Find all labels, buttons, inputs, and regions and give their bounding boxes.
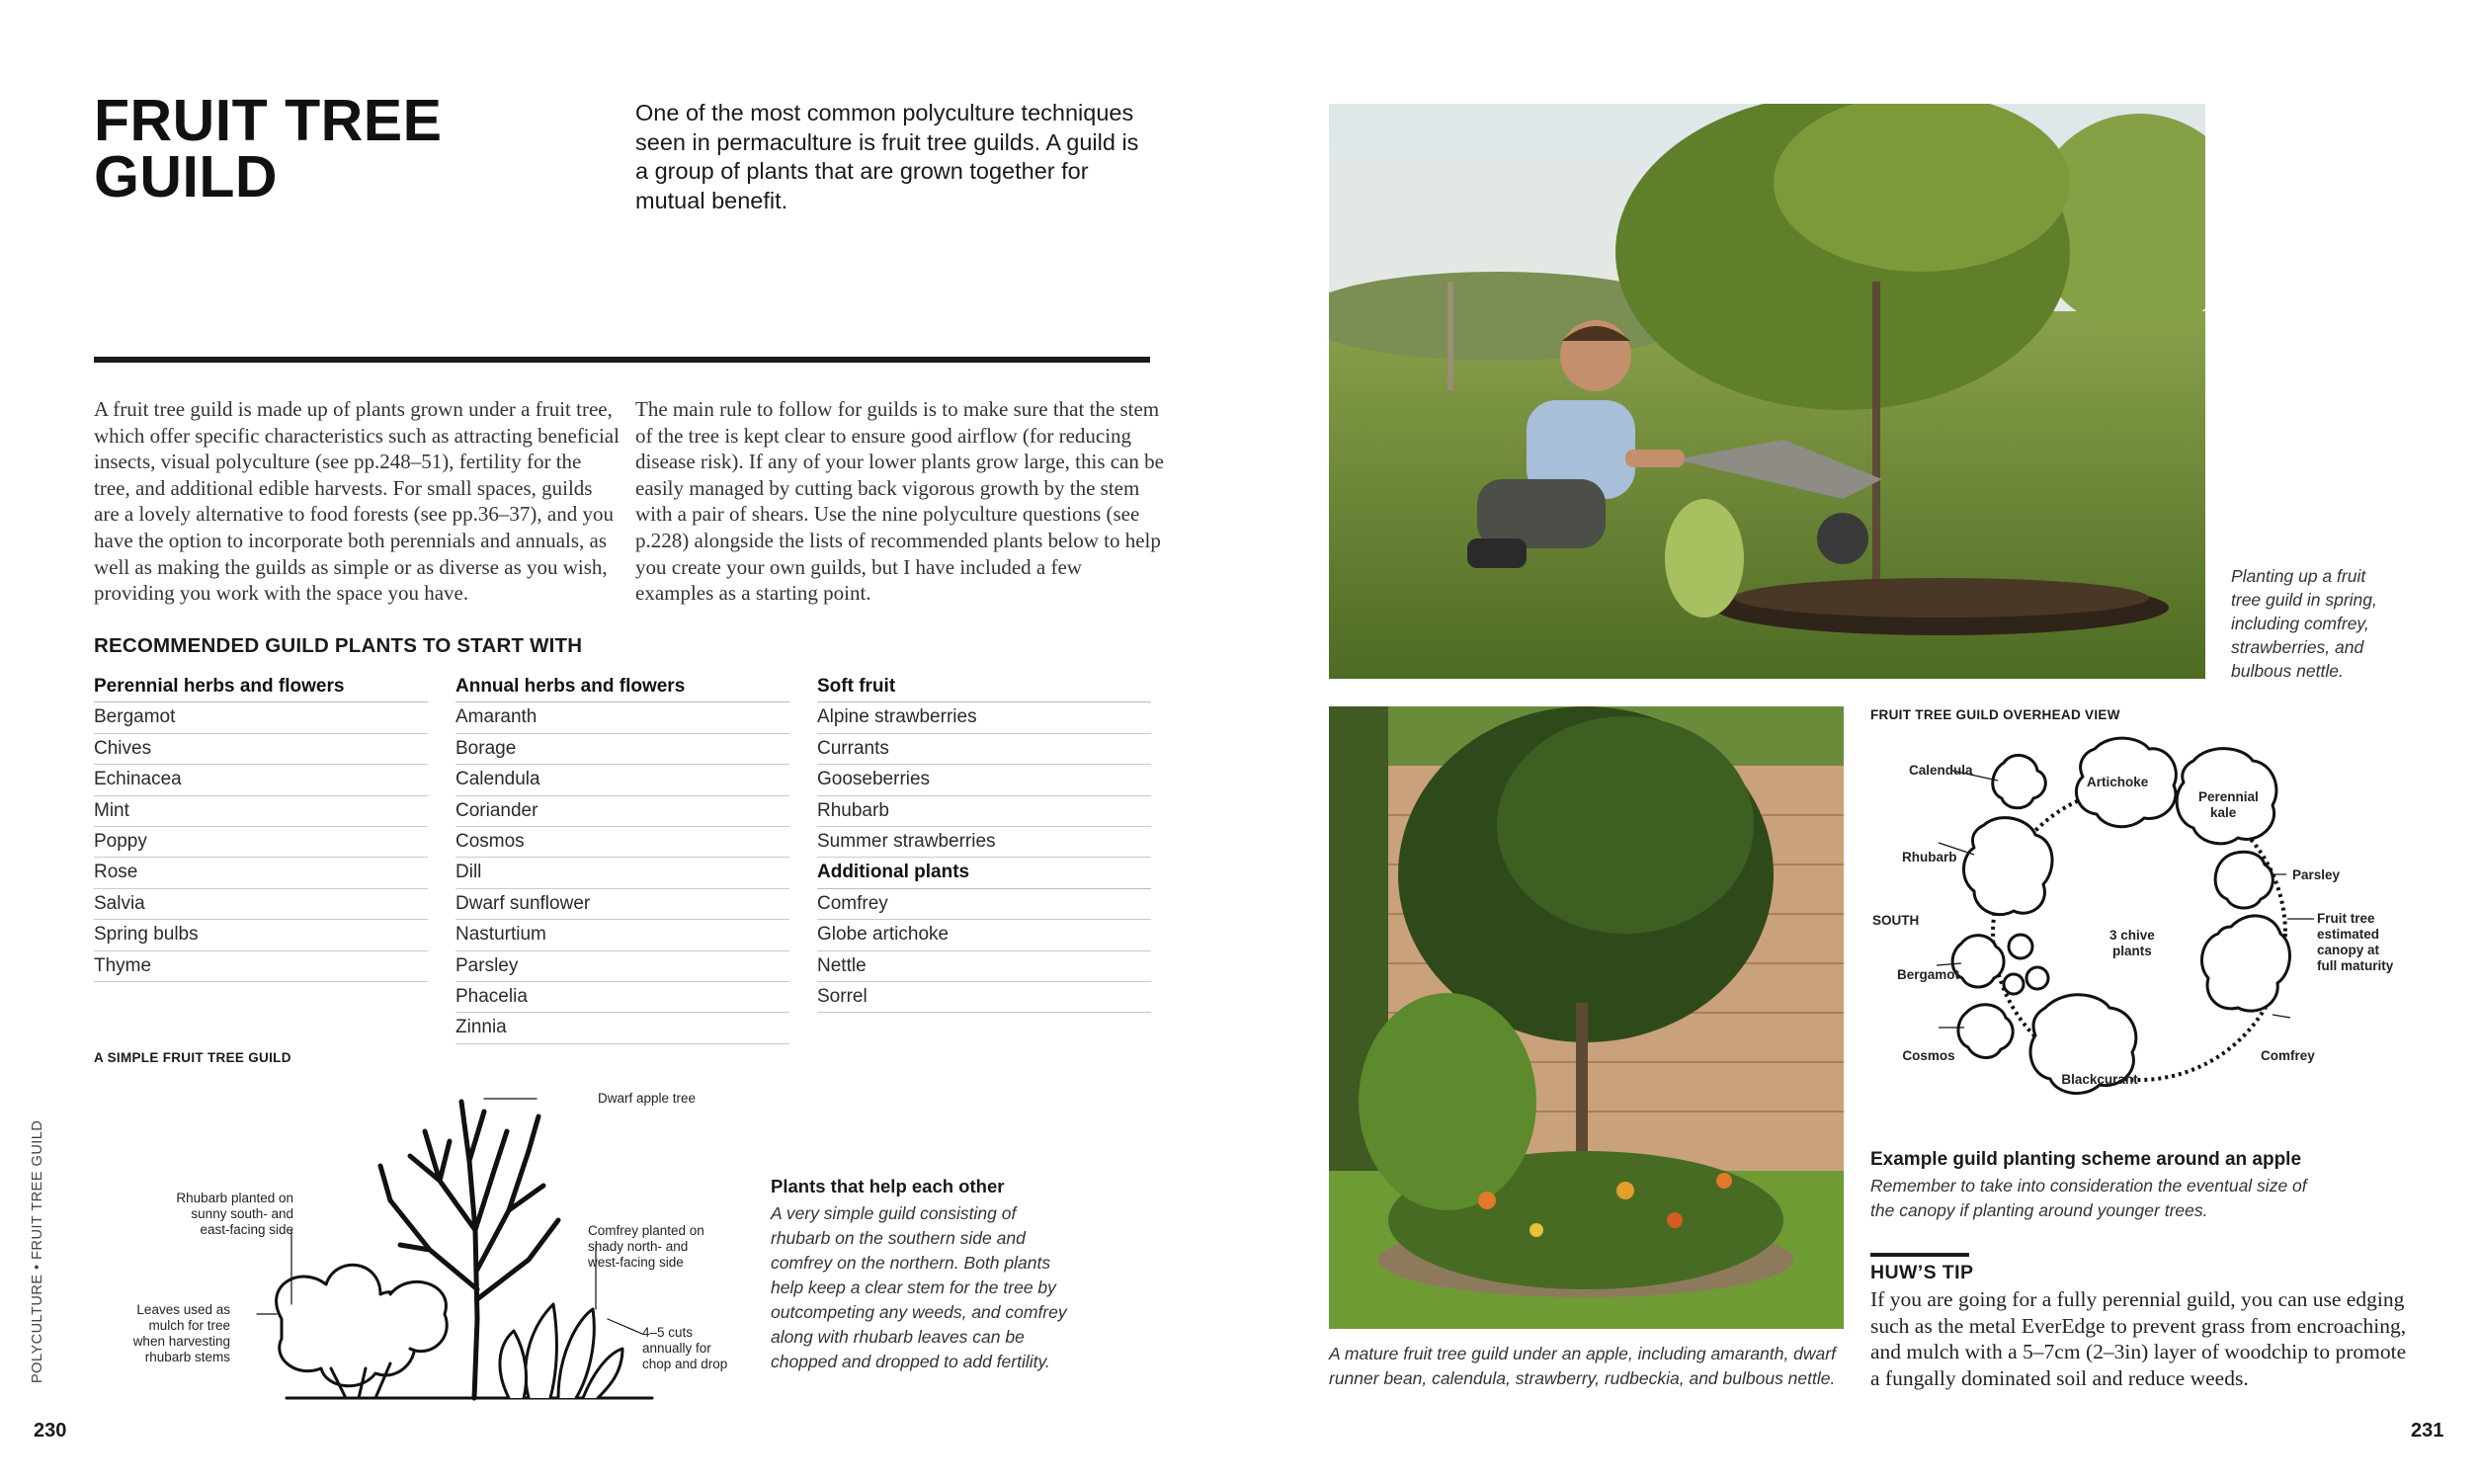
list-item: Currants xyxy=(817,734,1151,765)
recommended-heading: RECOMMENDED GUILD PLANTS TO START WITH xyxy=(94,634,583,657)
label-rhubarb-2: sunny south- and xyxy=(191,1206,293,1221)
tip-heading: HUW’S TIP xyxy=(1870,1262,1974,1283)
perennial-list xyxy=(94,672,428,982)
leader-cuts xyxy=(608,1319,642,1334)
list-header: Annual herbs and flowers xyxy=(455,672,789,702)
body-column-2: The main rule to follow for guilds is to make sure that the stem of the tree is kept clear to ensure good airflow (for reducing disease risk). If any of your lower plants grow large, this can be easily managed by cutting back vigorous growth by the stem with a pair of shears. Use the nine polyculture questions (see p.228) alongside the lists of recommended plants below to help you create your own guilds, but I have included a few examples as a starting point. xyxy=(635,397,1164,606)
label-bergamot: Bergamot xyxy=(1897,967,1960,982)
tip-text: If you are going for a fully perennial guild, you can use edging such as the metal EverEdge to prevent grass from encroaching, and mulch with a 5–7cm (2–3in) layer of woodchip to promote a fungally dominated soil and reduce weeds. xyxy=(1870,1287,2407,1390)
chive-plant xyxy=(2026,967,2048,989)
list-item: Nettle xyxy=(817,951,1151,982)
label-calendula: Calendula xyxy=(1909,763,1973,778)
label-rhubarb-3: east-facing side xyxy=(200,1222,293,1237)
list-item: Zinnia xyxy=(455,1013,789,1043)
title-line-1: FRUIT TREE xyxy=(94,88,443,153)
list-item: Rhubarb xyxy=(817,796,1151,827)
list-item: Dill xyxy=(455,858,789,888)
label-comfrey-1: Comfrey planted on xyxy=(588,1223,704,1238)
chive-plant xyxy=(2009,935,2032,958)
page-number-right: 231 xyxy=(2411,1420,2444,1442)
simple-guild-caption-text: A very simple guild consisting of rhubarb on the southern side and comfrey on the northern. Both plants help keep a clear stem for the tree by outcompeting any weeds, and comfrey along with rhubarb leaves can be chopped and dropped to add fertility. xyxy=(771,1203,1067,1371)
label-leaves-3: when harvesting xyxy=(132,1334,230,1349)
list-item: Amaranth xyxy=(455,702,789,733)
label-cuts-2: annually for xyxy=(642,1341,711,1356)
list-item: Summer strawberries xyxy=(817,827,1151,858)
list-item: Nasturtium xyxy=(455,920,789,950)
photo1-caption: Planting up a fruit tree guild in spring, including comfrey, strawberries, and bulbous nettle. xyxy=(2231,566,2377,681)
page-title xyxy=(94,88,608,209)
page-number-left: 230 xyxy=(34,1420,67,1442)
list-item: Cosmos xyxy=(455,827,789,858)
title-line-2: GUILD xyxy=(94,144,279,209)
list-item: Thyme xyxy=(94,951,428,982)
label-cuts-3: chop and drop xyxy=(642,1357,728,1371)
label-dwarf-apple: Dwarf apple tree xyxy=(598,1091,697,1106)
label-comfrey-3: west-facing side xyxy=(588,1255,684,1270)
label-cuts-1: 4–5 cuts xyxy=(642,1325,694,1340)
label-rhubarb: Rhubarb xyxy=(1902,850,1957,865)
label-kale-2: kale xyxy=(2210,805,2237,820)
simple-guild-diagram xyxy=(94,1072,766,1408)
list-item: Phacelia xyxy=(455,982,789,1013)
section-side-label: POLYCULTURE • FRUIT TREE GUILD xyxy=(30,1119,45,1383)
rhubarb-plant xyxy=(1963,818,2052,915)
list-item: Borage xyxy=(455,734,789,765)
label-artichoke: Artichoke xyxy=(2087,775,2149,789)
list-item: Echinacea xyxy=(94,765,428,795)
label-rhubarb-1: Rhubarb planted on xyxy=(176,1191,293,1205)
label-comfrey: Comfrey xyxy=(2261,1048,2315,1063)
list-header: Perennial herbs and flowers xyxy=(94,672,428,702)
list-item: Salvia xyxy=(94,889,428,920)
title-divider xyxy=(94,357,1150,363)
bergamot-plant xyxy=(1952,936,2004,987)
list-item: Poppy xyxy=(94,827,428,858)
list-item: Globe artichoke xyxy=(817,920,1151,950)
overhead-caption-text: Remember to take into consideration the eventual size of the canopy if planting around younger trees. xyxy=(1870,1176,2307,1220)
list-item: Rose xyxy=(94,858,428,888)
label-south: SOUTH xyxy=(1872,913,1920,928)
parsley-plant xyxy=(2215,852,2273,908)
chive-plant xyxy=(2004,974,2024,994)
calendula-plant xyxy=(1993,755,2046,807)
label-parsley: Parsley xyxy=(2292,867,2341,882)
label-canopy-2: estimated xyxy=(2317,927,2380,942)
list-item: Calendula xyxy=(455,765,789,795)
photo2-caption: A mature fruit tree guild under an apple, including amaranth, dwarf runner bean, calendula, strawberry, rudbeckia, and bulbous nettle. xyxy=(1329,1344,1836,1388)
list-item: Chives xyxy=(94,734,428,765)
label-kale-1: Perennial xyxy=(2198,789,2259,804)
label-comfrey-2: shady north- and xyxy=(588,1239,689,1254)
photo-mature-guild xyxy=(1329,706,1844,1329)
comfrey-plant xyxy=(2201,916,2289,1011)
overhead-view-label: FRUIT TREE GUILD OVERHEAD VIEW xyxy=(1870,707,2120,722)
label-chive-1: 3 chive xyxy=(2109,928,2155,943)
intro-text: One of the most common polyculture techniques seen in permaculture is fruit tree guilds. A guild is a group of plants that are grown together for mutual benefit. xyxy=(635,100,1139,213)
list-item: Dwarf sunflower xyxy=(455,889,789,920)
list-item: Alpine strawberries xyxy=(817,702,1151,733)
label-leaves-1: Leaves used as xyxy=(136,1302,230,1317)
label-chive-2: plants xyxy=(2112,944,2152,958)
list-header: Soft fruit xyxy=(817,672,1151,702)
list-item: Coriander xyxy=(455,796,789,827)
simple-guild-label: A SIMPLE FRUIT TREE GUILD xyxy=(94,1050,291,1065)
label-leaves-2: mulch for tree xyxy=(148,1318,230,1333)
label-canopy-3: canopy at xyxy=(2317,943,2380,957)
label-canopy-1: Fruit tree xyxy=(2317,911,2375,926)
list-item: Spring bulbs xyxy=(94,920,428,950)
list-item: Gooseberries xyxy=(817,765,1151,795)
annual-list xyxy=(455,672,789,1044)
simple-guild-caption-heading: Plants that help each other xyxy=(771,1176,1005,1196)
list-item: Parsley xyxy=(455,951,789,982)
list-item: Comfrey xyxy=(817,889,1151,920)
label-cosmos: Cosmos xyxy=(1902,1048,1955,1063)
label-blackcurant: Blackcurant xyxy=(2061,1072,2138,1087)
cosmos-plant xyxy=(1958,1005,2013,1058)
list-item: Mint xyxy=(94,796,428,827)
list-item: Sorrel xyxy=(817,982,1151,1013)
photo-planting-guild xyxy=(1329,104,2205,679)
overhead-caption-heading: Example guild planting scheme around an apple xyxy=(1870,1149,2302,1170)
label-leaves-4: rhubarb stems xyxy=(144,1350,230,1364)
overhead-guild-diagram xyxy=(1867,731,2421,1136)
rhubarb-illustration xyxy=(277,1265,448,1398)
tip-divider xyxy=(1870,1253,1969,1257)
body-column-1: A fruit tree guild is made up of plants grown under a fruit tree, which offer specific characteristics such as attracting beneficial insects, visual polyculture (see pp.248–51), fertility for the tree, and additional edible harvests. For small spaces, guilds are a lovely alternative to food forests (see pp.36–37), and you have the option to incorporate both perennials and annuals, as well as making the guilds as simple or as diverse as you wish, providing you work with the space you have. xyxy=(94,397,620,606)
list-header: Additional plants xyxy=(817,858,1151,888)
list-item: Bergamot xyxy=(94,702,428,733)
soft-fruit-list xyxy=(817,672,1151,1013)
comfrey-illustration xyxy=(500,1304,622,1398)
label-canopy-4: full maturity xyxy=(2317,958,2394,973)
